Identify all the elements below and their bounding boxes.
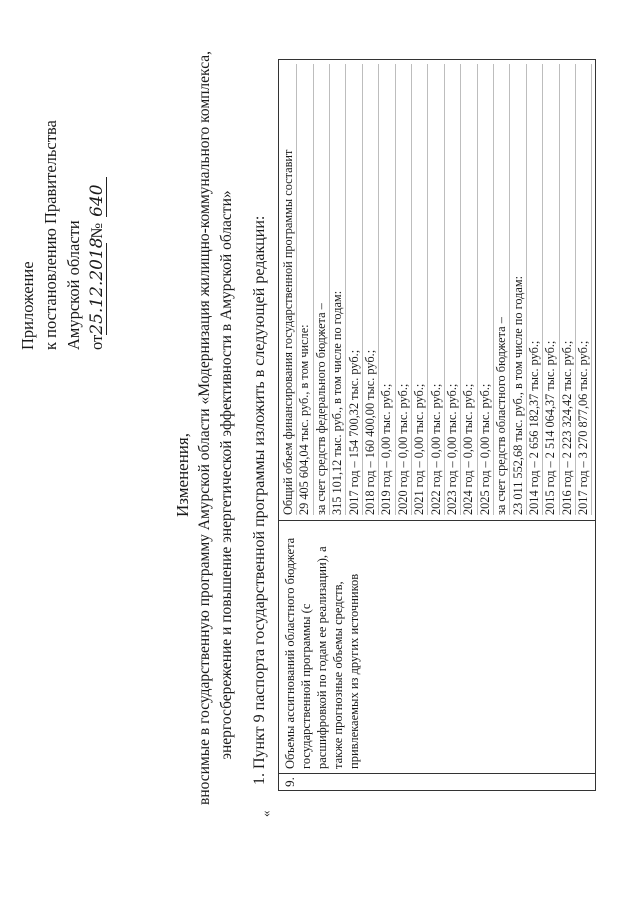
value-line: 2019 год – 0,00 тыс. руб.; bbox=[379, 64, 395, 515]
approval-line-1: к постановлению Правительства bbox=[41, 120, 60, 350]
number-prefix: № bbox=[87, 222, 106, 239]
value-line: 2025 год – 0,00 тыс. руб.; bbox=[478, 64, 494, 515]
handwritten-date: 25.12.2018 bbox=[87, 237, 107, 335]
item-instruction: 1. Пункт 9 паспорта государственной программы изложить в следующей редакции: bbox=[251, 215, 268, 785]
value-line: 2024 год – 0,00 тыс. руб.; bbox=[461, 64, 477, 515]
value-line: 29 405 604,04 тыс. руб., в том числе: bbox=[297, 64, 313, 515]
handwritten-number: 640 bbox=[88, 177, 107, 217]
row-number: 9. bbox=[282, 777, 297, 787]
document-subtitle-line-2: энергосбережение и повышение энергетической эффективности в Амурской области» bbox=[218, 190, 235, 760]
value-line: за счет средств федерального бюджета – bbox=[314, 64, 330, 515]
table-number-column bbox=[279, 773, 595, 790]
value-line: 2021 год – 0,00 тыс. руб.; bbox=[412, 64, 428, 515]
value-line: 2022 год – 0,00 тыс. руб.; bbox=[429, 64, 445, 515]
date-prefix: от bbox=[87, 334, 106, 350]
value-line: 23 011 552,68 тыс. руб., в том числе по годам: bbox=[511, 64, 527, 515]
approval-block bbox=[16, 120, 108, 350]
value-line: за счет средств областного бюджета – bbox=[494, 64, 510, 515]
value-line: 2015 год – 2 514 064,37 тыс. руб.; bbox=[543, 64, 559, 515]
value-line: 2017 год – 154 700,32 тыс. руб.; bbox=[347, 64, 363, 515]
opening-quote: « bbox=[258, 810, 273, 817]
value-line: 2018 год – 160 400,00 тыс. руб.; bbox=[363, 64, 379, 515]
approval-date-row bbox=[85, 120, 108, 350]
passport-table bbox=[278, 59, 596, 791]
value-line: 2016 год – 2 223 324,42 тыс. руб.; bbox=[560, 64, 576, 515]
value-line: Общий объем финансирования государственной программы составит bbox=[281, 64, 297, 515]
value-line: 2014 год – 2 656 182,37 тыс. руб.; bbox=[527, 64, 543, 515]
approval-label: Приложение bbox=[18, 261, 37, 350]
value-line: 2023 год – 0,00 тыс. руб.; bbox=[445, 64, 461, 515]
value-line: 2017 год – 3 270 877,06 тыс. руб.; bbox=[576, 64, 592, 515]
row-description: Объемы ассигнований областного бюджета государственной программы (с расшифровкой по годам ее реализации), а также прогнозные объемы средств, привлекаемых из других источников bbox=[283, 537, 361, 769]
value-line: 2020 год – 0,00 тыс. руб.; bbox=[396, 64, 412, 515]
table-values-column bbox=[279, 60, 595, 520]
value-line: 315 101,12 тыс. руб., в том числе по годам: bbox=[330, 64, 346, 515]
table-description-column bbox=[279, 520, 595, 774]
document-title: Изменения, bbox=[173, 433, 192, 517]
document-subtitle-line-1: вносимые в государственную программу Амурской области «Модернизация жилищно-коммунального комплекса, bbox=[196, 50, 213, 805]
approval-line-2: Амурской области bbox=[64, 220, 83, 350]
